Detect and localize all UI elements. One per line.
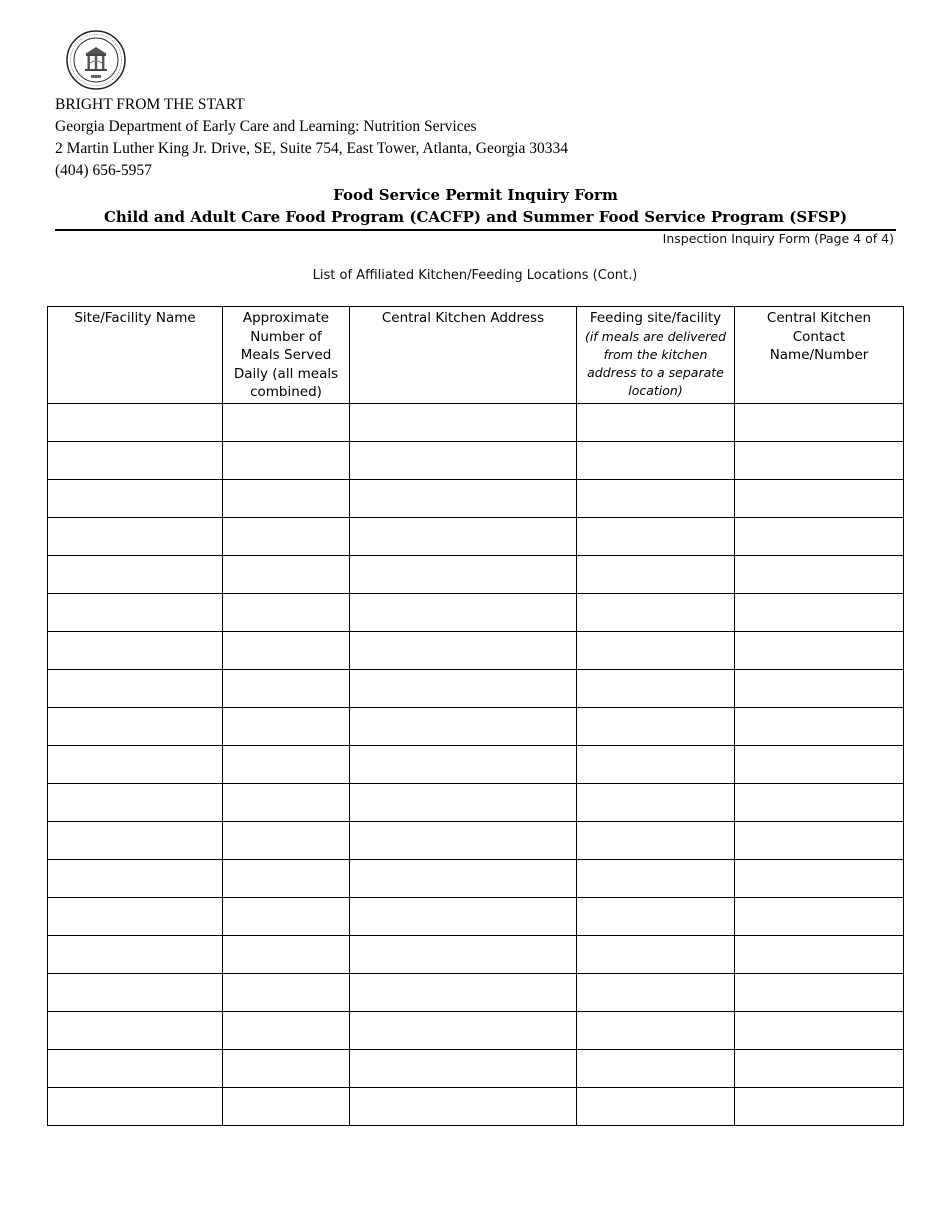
table-cell[interactable] (735, 898, 904, 936)
table-cell[interactable] (735, 1088, 904, 1126)
department-name: Georgia Department of Early Care and Learning: Nutrition Services (55, 118, 477, 135)
table-cell[interactable] (48, 1012, 223, 1050)
table-cell[interactable] (350, 594, 577, 632)
table-row (48, 898, 904, 936)
table-row (48, 594, 904, 632)
table-row (48, 708, 904, 746)
table-cell[interactable] (577, 898, 735, 936)
form-title: Food Service Permit Inquiry Form (333, 186, 618, 204)
list-title: List of Affiliated Kitchen/Feeding Locations (Cont.) (312, 268, 638, 283)
table-cell[interactable] (48, 594, 223, 632)
table-cell[interactable] (577, 784, 735, 822)
table-cell[interactable] (735, 708, 904, 746)
table-cell[interactable] (223, 480, 350, 518)
table-row (48, 404, 904, 442)
table-cell[interactable] (48, 670, 223, 708)
table-cell[interactable] (350, 1050, 577, 1088)
table-body (48, 404, 904, 1126)
table-cell[interactable] (735, 860, 904, 898)
page-indicator: Inspection Inquiry Form (Page 4 of 4) (662, 231, 894, 246)
table-cell[interactable] (350, 1088, 577, 1126)
table-cell[interactable] (223, 746, 350, 784)
table-cell[interactable] (577, 404, 735, 442)
table-cell[interactable] (223, 670, 350, 708)
table-cell[interactable] (350, 442, 577, 480)
column-header-kitchen-contact (735, 307, 904, 404)
table-cell[interactable] (350, 404, 577, 442)
table-cell[interactable] (577, 1088, 735, 1126)
table-cell[interactable] (735, 1012, 904, 1050)
table-cell[interactable] (350, 480, 577, 518)
table-row (48, 746, 904, 784)
table-cell[interactable] (577, 974, 735, 1012)
table-cell[interactable] (577, 1012, 735, 1050)
table-cell[interactable] (48, 480, 223, 518)
column-header-feeding-site (577, 307, 735, 404)
table-cell[interactable] (735, 404, 904, 442)
table-cell[interactable] (48, 632, 223, 670)
table-cell[interactable] (48, 1050, 223, 1088)
table-row (48, 480, 904, 518)
table-cell[interactable] (350, 632, 577, 670)
agency-header (55, 94, 568, 182)
table-cell[interactable] (735, 746, 904, 784)
table-cell[interactable] (48, 936, 223, 974)
table-cell[interactable] (48, 1088, 223, 1126)
form-title-block (55, 184, 896, 228)
seal-icon (66, 30, 126, 90)
column-header-label: Feeding site/facility (589, 310, 722, 326)
table-cell[interactable] (350, 746, 577, 784)
table-cell[interactable] (223, 1012, 350, 1050)
table-cell[interactable] (350, 974, 577, 1012)
table-cell[interactable] (48, 708, 223, 746)
table-cell[interactable] (223, 442, 350, 480)
table-row (48, 860, 904, 898)
table-cell[interactable] (577, 822, 735, 860)
table-cell[interactable] (577, 632, 735, 670)
table-cell[interactable] (350, 556, 577, 594)
table-cell[interactable] (735, 670, 904, 708)
table-row (48, 1050, 904, 1088)
table-row (48, 518, 904, 556)
column-header-label: Central Kitchen Address (381, 310, 545, 326)
table-cell[interactable] (577, 442, 735, 480)
table-cell[interactable] (735, 442, 904, 480)
table-row (48, 974, 904, 1012)
org-name: BRIGHT FROM THE START (55, 96, 245, 113)
table-row (48, 442, 904, 480)
georgia-state-seal (66, 30, 126, 90)
table-cell[interactable] (223, 518, 350, 556)
table-row (48, 1012, 904, 1050)
table-cell[interactable] (223, 860, 350, 898)
table-cell[interactable] (223, 974, 350, 1012)
column-header-meals-served (223, 307, 350, 404)
table-cell[interactable] (350, 936, 577, 974)
column-header-site-facility-name (48, 307, 223, 404)
table-row (48, 822, 904, 860)
table-cell[interactable] (223, 556, 350, 594)
table-cell[interactable] (223, 404, 350, 442)
table-cell[interactable] (223, 1050, 350, 1088)
table-cell[interactable] (223, 1088, 350, 1126)
affiliated-locations-table (47, 306, 904, 1126)
table-cell[interactable] (223, 708, 350, 746)
table-cell[interactable] (350, 518, 577, 556)
table-cell[interactable] (735, 974, 904, 1012)
table-cell[interactable] (577, 518, 735, 556)
table-cell[interactable] (350, 708, 577, 746)
table-cell[interactable] (735, 784, 904, 822)
table-cell[interactable] (223, 784, 350, 822)
column-header-label: Approximate Number of Meals Served Daily (all meals combined) (233, 310, 339, 400)
table-cell[interactable] (48, 860, 223, 898)
table-row (48, 936, 904, 974)
table-row (48, 556, 904, 594)
table-cell[interactable] (48, 404, 223, 442)
table-cell[interactable] (48, 442, 223, 480)
table-cell[interactable] (577, 1050, 735, 1088)
table-cell[interactable] (577, 556, 735, 594)
table-cell[interactable] (48, 518, 223, 556)
table-cell[interactable] (223, 936, 350, 974)
column-header-central-kitchen-address (350, 307, 577, 404)
table-cell[interactable] (735, 936, 904, 974)
table-cell[interactable] (577, 708, 735, 746)
table-cell[interactable] (223, 898, 350, 936)
column-header-note: (if meals are delivered from the kitchen address to a separate location) (584, 328, 727, 398)
table-cell[interactable] (735, 822, 904, 860)
table-cell[interactable] (350, 822, 577, 860)
table-cell[interactable] (350, 860, 577, 898)
table-cell[interactable] (350, 1012, 577, 1050)
table-cell[interactable] (577, 480, 735, 518)
table-cell[interactable] (735, 1050, 904, 1088)
table-cell[interactable] (48, 746, 223, 784)
table-row (48, 632, 904, 670)
table-row (48, 784, 904, 822)
table-cell[interactable] (350, 670, 577, 708)
table-cell[interactable] (350, 784, 577, 822)
table-cell[interactable] (48, 784, 223, 822)
table-cell[interactable] (223, 632, 350, 670)
table-cell[interactable] (48, 974, 223, 1012)
form-subtitle: Child and Adult Care Food Program (CACFP) and Summer Food Service Program (SFSP) (103, 208, 848, 226)
table-cell[interactable] (735, 518, 904, 556)
table-header-row (48, 307, 904, 404)
table-row (48, 670, 904, 708)
table-cell[interactable] (48, 822, 223, 860)
table-cell[interactable] (577, 746, 735, 784)
column-header-label: Site/Facility Name (74, 310, 196, 326)
agency-address: 2 Martin Luther King Jr. Drive, SE, Suite 754, East Tower, Atlanta, Georgia 30334 (55, 140, 569, 157)
table-cell[interactable] (735, 594, 904, 632)
table-row (48, 1088, 904, 1126)
table-cell[interactable] (735, 632, 904, 670)
table-cell[interactable] (48, 898, 223, 936)
table-cell[interactable] (223, 822, 350, 860)
table-cell[interactable] (48, 556, 223, 594)
table-cell[interactable] (735, 556, 904, 594)
table-cell[interactable] (577, 594, 735, 632)
table-cell[interactable] (223, 594, 350, 632)
table-cell[interactable] (577, 936, 735, 974)
table-cell[interactable] (577, 670, 735, 708)
column-header-label: Central Kitchen Contact Name/Number (766, 310, 872, 363)
table-cell[interactable] (735, 480, 904, 518)
agency-phone: (404) 656-5957 (55, 162, 152, 179)
table-cell[interactable] (350, 898, 577, 936)
table-cell[interactable] (577, 860, 735, 898)
